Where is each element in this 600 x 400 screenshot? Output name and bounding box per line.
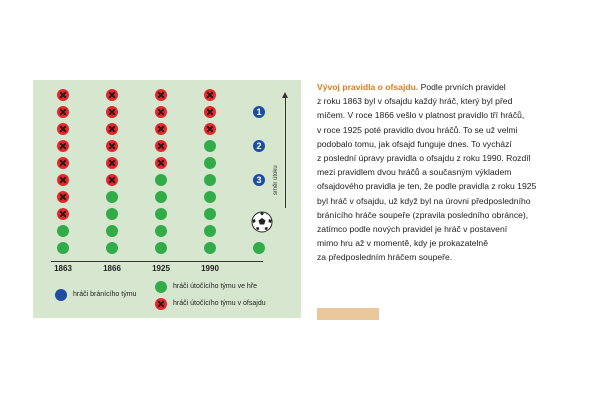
- legend-defenders-label: hráči bránícího týmu: [73, 291, 137, 298]
- description-line: mimo hru až v momentě, kdy je prokazatelně: [317, 238, 488, 249]
- accent-bar: [317, 308, 379, 320]
- onside-attacker-dot: [204, 225, 216, 237]
- offside-attacker-dot: [57, 157, 69, 169]
- legend-in-play-dot: [155, 281, 167, 293]
- description-line: z poslední úpravy pravidla o ofsajdu z roku 1990. Rozdíl: [317, 153, 531, 164]
- year-label-1866: 1866: [103, 264, 121, 273]
- onside-attacker-dot: [155, 174, 167, 186]
- onside-attacker-dot: [106, 242, 118, 254]
- description-line: bránícího hráče soupeře (zpravila posledního obránce),: [317, 209, 529, 220]
- offside-attacker-dot: [57, 140, 69, 152]
- description-line: za předposledním hráčem soupeře.: [317, 252, 453, 263]
- description-title: Vývoj pravidla o ofsajdu.: [317, 82, 419, 92]
- onside-attacker-dot: [57, 242, 69, 254]
- onside-attacker-dot: [204, 157, 216, 169]
- offside-attacker-dot: [57, 191, 69, 203]
- defender-3-dot: 3: [253, 174, 265, 186]
- offside-attacker-dot: [204, 123, 216, 135]
- onside-attacker-dot: [204, 191, 216, 203]
- offside-attacker-dot: [57, 89, 69, 101]
- offside-attacker-dot: [106, 89, 118, 101]
- year-label-1863: 1863: [54, 264, 72, 273]
- offside-attacker-dot: [204, 89, 216, 101]
- description-line: mezi pravidlem dvou hráčů a současným výkladem: [317, 167, 512, 178]
- goalkeeper-dot: [253, 242, 265, 254]
- offside-attacker-dot: [106, 106, 118, 118]
- legend-in-play-label: hráči útočícího týmu ve hře: [173, 283, 258, 290]
- attack-direction-arrow: [285, 98, 286, 208]
- onside-attacker-dot: [204, 140, 216, 152]
- offside-attacker-dot: [57, 174, 69, 186]
- offside-attacker-dot: [155, 157, 167, 169]
- description-line: míčem. V roce 1866 vešlo v platnost pravidlo tří hráčů,: [317, 110, 525, 121]
- description-line: byl hráč v ofsajdu, už když byl na úrovni předposledního: [317, 195, 531, 206]
- year-label-1925: 1925: [152, 264, 170, 273]
- attack-direction-label: směr útoku: [273, 165, 279, 195]
- offside-attacker-dot: [57, 106, 69, 118]
- onside-attacker-dot: [204, 242, 216, 254]
- legend-defender-dot: [55, 289, 67, 301]
- legend-offside-dot: [155, 298, 167, 310]
- description-line: zatímco podle nových pravidel je hráč v postavení: [317, 224, 508, 235]
- onside-attacker-dot: [155, 225, 167, 237]
- offside-attacker-dot: [106, 123, 118, 135]
- description-line: podobalo tomu, jak ofsajd funguje dnes. To vychází: [317, 138, 512, 149]
- onside-attacker-dot: [155, 208, 167, 220]
- description-line: v roce 1925 poté pravidlo dvou hráčů. To se už velmi: [317, 124, 518, 135]
- onside-attacker-dot: [106, 225, 118, 237]
- year-baseline: [51, 261, 263, 262]
- offside-diagram: [33, 80, 301, 318]
- offside-attacker-dot: [204, 106, 216, 118]
- offside-attacker-dot: [155, 89, 167, 101]
- offside-attacker-dot: [106, 157, 118, 169]
- onside-attacker-dot: [106, 191, 118, 203]
- onside-attacker-dot: [155, 191, 167, 203]
- offside-attacker-dot: [106, 174, 118, 186]
- legend-offside-label: hráči útočícího týmu v ofsajdu: [173, 300, 266, 307]
- offside-attacker-dot: [57, 208, 69, 220]
- onside-attacker-dot: [57, 225, 69, 237]
- offside-attacker-dot: [155, 140, 167, 152]
- year-label-1990: 1990: [201, 264, 219, 273]
- onside-attacker-dot: [204, 208, 216, 220]
- description-line: ofsajdového pravidla je ten, že podle pravidla z roku 1925: [317, 181, 537, 192]
- offside-attacker-dot: [155, 123, 167, 135]
- onside-attacker-dot: [106, 208, 118, 220]
- offside-attacker-dot: [57, 123, 69, 135]
- onside-attacker-dot: [155, 242, 167, 254]
- soccer-ball-icon: [251, 211, 273, 233]
- description-text: [317, 80, 577, 265]
- offside-attacker-dot: [106, 140, 118, 152]
- onside-attacker-dot: [204, 174, 216, 186]
- defender-2-dot: 2: [253, 140, 265, 152]
- offside-attacker-dot: [155, 106, 167, 118]
- defender-1-dot: 1: [253, 106, 265, 118]
- description-line: z roku 1863 byl v ofsajdu každý hráč, který byl před: [317, 96, 513, 107]
- description-line: Podle prvních pravidel: [420, 82, 506, 92]
